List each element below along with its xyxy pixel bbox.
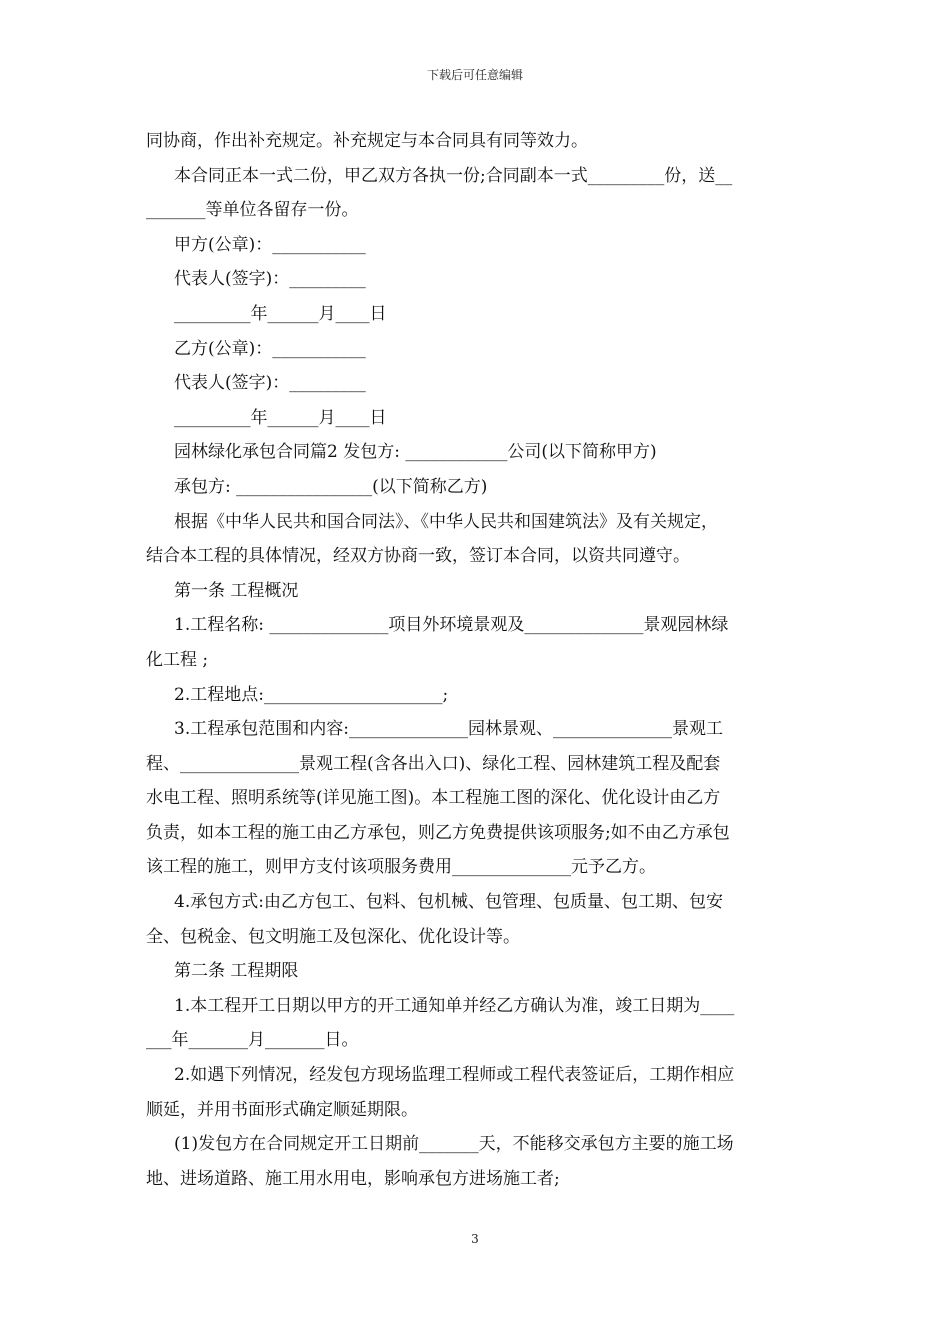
- text-line: 2.如遇下列情况，经发包方现场监理工程师或工程代表签证后，工期作相应: [174, 1065, 735, 1086]
- text-line: 该工程的施工，则甲方支付该项服务费用______________元予乙方。: [146, 857, 656, 878]
- text-line: _______等单位各留存一份。: [146, 200, 359, 221]
- text-line: 本合同正本一式二份，甲乙双方各执一份;合同副本一式_________份，送__: [174, 165, 733, 186]
- text-line: 代表人(签字)：_________: [174, 269, 366, 290]
- page-header: 下载后可任意编辑: [426, 68, 523, 82]
- text-line: 顺延，并用书面形式确定顺延期限。: [146, 1099, 418, 1120]
- text-line: 承包方: ________________(以下简称乙方): [174, 476, 488, 497]
- text-line: 负责，如本工程的施工由乙方承包，则乙方免费提供该项服务;如不由乙方承包: [146, 822, 730, 843]
- text-line: 根据《中华人民共和国合同法》、《中华人民共和国建筑法》及有关规定，: [174, 511, 718, 532]
- text-line: 1.本工程开工日期以甲方的开工通知单并经乙方确认为准，竣工日期为____: [174, 995, 735, 1016]
- text-line: _________年______月____日: [174, 407, 387, 428]
- text-line: 同协商，作出补充规定。补充规定与本合同具有同等效力。: [146, 131, 588, 151]
- text-line: _________年______月____日: [174, 303, 387, 324]
- text-line: 2.工程地点:_____________________;: [174, 684, 449, 705]
- text-line: 化工程 ;: [146, 649, 209, 670]
- text-line: 第一条 工程概况: [174, 580, 299, 601]
- text-line: (1)发包方在合同规定开工日期前_______天，不能移交承包方主要的施工场: [174, 1134, 734, 1155]
- text-line: 3.工程承包范围和内容:______________园林景观、______________景观工: [174, 719, 723, 740]
- text-line: 第二条 工程期限: [174, 961, 299, 982]
- text-line: 代表人(签字)：_________: [174, 373, 366, 394]
- text-line: 全、包税金、包文明施工及包深化、优化设计等。: [146, 926, 520, 947]
- document-body: [146, 124, 818, 1196]
- text-line: 甲方(公章)：___________: [174, 234, 366, 255]
- text-line: 乙方(公章)：___________: [174, 338, 366, 359]
- page-number: 3: [471, 1232, 479, 1246]
- text-line: 园林绿化承包合同篇2 发包方: ____________公司(以下简称甲方): [174, 442, 657, 463]
- text-line: 1.工程名称: ______________项目外环境景观及______________景观园林绿: [174, 615, 729, 636]
- text-line: 程、______________景观工程(含各出入口)、绿化工程、园林建筑工程及配套: [146, 753, 721, 774]
- text-line: 水电工程、照明系统等(详见施工图)。本工程施工图的深化、优化设计由乙方: [146, 788, 721, 809]
- text-line: 4.承包方式:由乙方包工、包料、包机械、包管理、包质量、包工期、包安: [174, 892, 723, 913]
- text-line: 结合本工程的具体情况，经双方协商一致，签订本合同，以资共同遵守。: [146, 546, 690, 567]
- text-line: ___年_______月_______日。: [146, 1030, 359, 1051]
- text-line: 地、进场道路、施工用水用电，影响承包方进场施工者;: [146, 1168, 560, 1189]
